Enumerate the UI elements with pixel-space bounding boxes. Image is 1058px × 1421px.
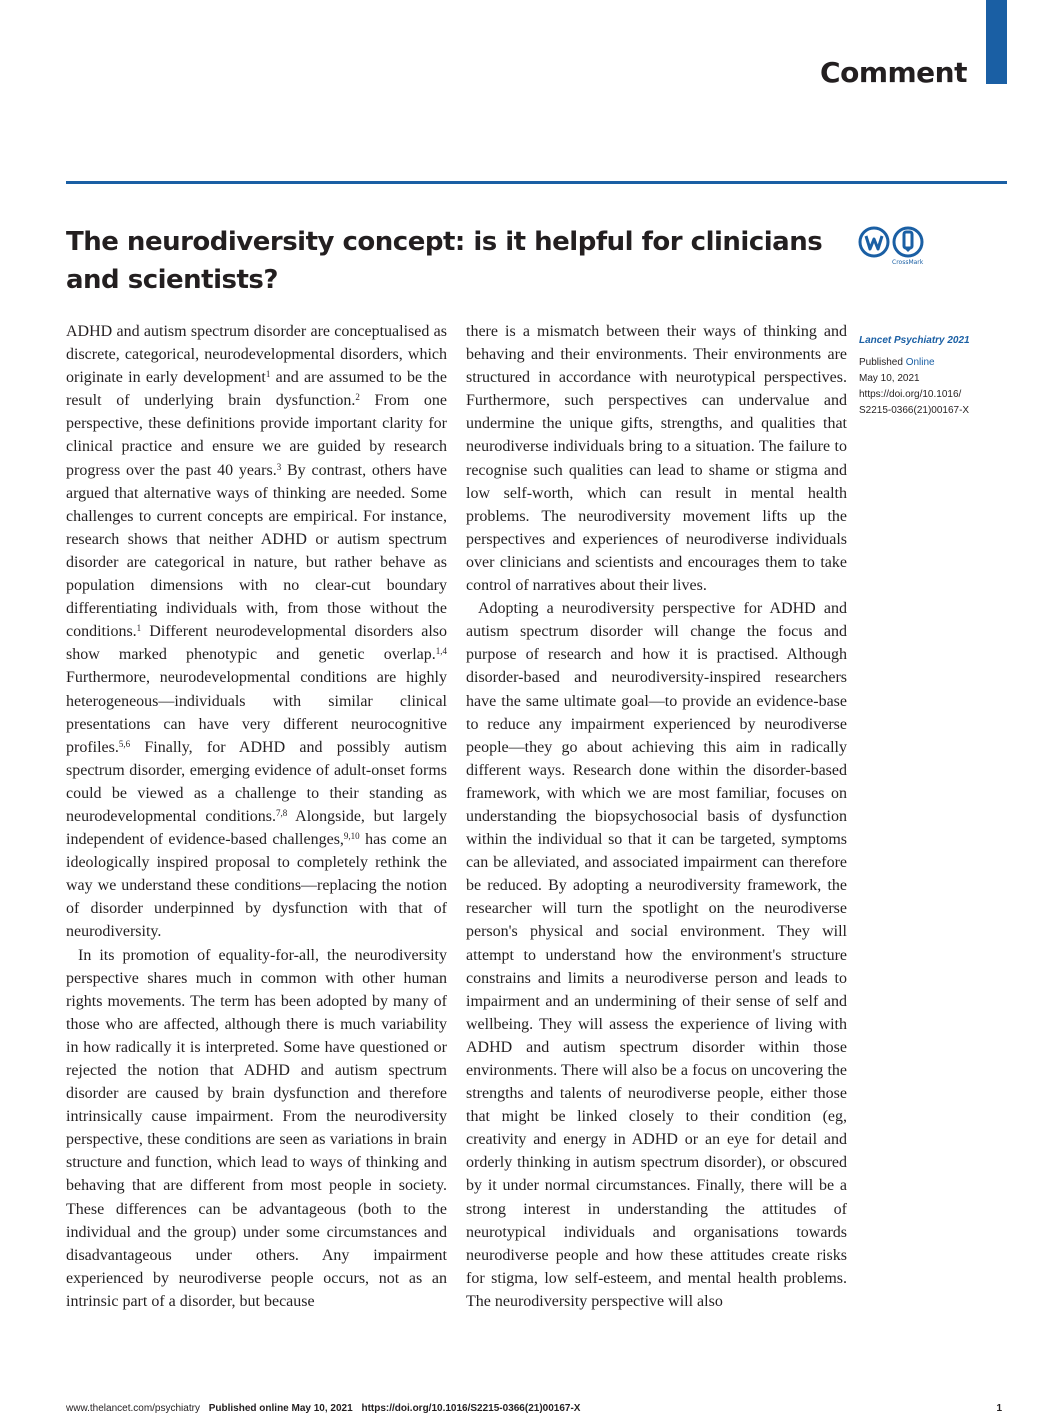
citation-ref[interactable]: 2 (355, 392, 360, 403)
publication-sidebar (859, 333, 989, 419)
citation-ref[interactable]: 1 (265, 369, 271, 380)
published-label: Published (859, 357, 903, 368)
article-badges (858, 226, 968, 270)
body-column-1 (66, 320, 447, 1313)
citation-ref[interactable]: 9,10 (343, 831, 360, 842)
doi-link-line2[interactable]: S2215-0366(21)00167-X (859, 405, 970, 416)
page-number: 1 (996, 1403, 1002, 1414)
page-footer (66, 1403, 586, 1414)
footer-site-link[interactable]: www.thelancet.com/psychiatry (66, 1403, 200, 1414)
citation-ref[interactable]: 7,8 (276, 807, 288, 818)
online-label: Online (905, 357, 935, 368)
open-access-badge-icon[interactable] (858, 226, 890, 258)
section-color-tab (986, 0, 1007, 84)
paragraph: Adopting a neurodiversity perspective for ADHD and autism spectrum disorder will change the focus and purpose of research and how it is practised. Although disorder-based and neurodiversity-inspired researchers have the same ultimate goal—to provide an evidence-base to reduce any impairment experienced by neurodiverse people—they go about achieving this aim in radically different ways. Research done within the disorder-based framework, with which we are most familiar, focuses on understanding the biopsychosocial basis of dysfunction within the individual so that it can be targeted, symptoms can be alleviated, and associated impairment can therefore be reduced. By adopting a neurodiversity framework, the researcher will turn the spotlight on the neurodiverse person's physical and social environment. They will attempt to understand how the environment's structure constrains and limits a neurodiverse person and leads to impairment and an undermining of their sense of self and wellbeing. They will assess the experience of living with ADHD and autism spectrum disorder within those environments. There will also be a focus on uncovering the strengths and talents of neurodiverse people, either those that might be linked closely to their condition (eg, creativity and energy in ADHD or an eye for detail and orderly thinking in autism spectrum disorder), or obscured by it under normal circumstances. Finally, there will be a strong interest in understanding the attitudes of neurotypical individuals and organisations towards neurodiverse people and how these attitudes create risks for stigma, low self-esteem, and mental health problems. The neurodiversity perspective will also (466, 600, 847, 1310)
paragraph: ADHD and autism spectrum disorder are conceptualised as discrete, categorical, neurodevelopmental disorders, which originate in early development$^1$ and are assumed to be the result of underlying brain dysfunction.$^2$ From one perspective, these definitions provide important clarity for clinical practice and ensure we are guided by research progress over the past 40 years.$^3$ By contrast, others have argued that alternative ways of thinking are needed. Some challenges to current concepts are empirical. For instance, research shows that neither ADHD or autism spectrum disorder are categorical in nature, but rather behave as population dimensions with no clear-cut boundary differentiating individuals with, from those without the conditions.$^1$ Different neurodevelopmental disorders also show marked phenotypic and genetic overlap.$^{1,4}$ Furthermore, neurodevelopmental conditions are highly heterogeneous—individuals with similar clinical presentations can have very different neurocognitive profiles.$^{5,6}$ Finally, for ADHD and possibly autism spectrum disorder, emerging evidence of adult-onset forms could be viewed as a challenge to their standing as neurodevelopmental conditions.$^{7,8}$ Alongside, but largely independent of evidence-based challenges,$^{9,10}$ has come an ideologically inspired proposal to completely rethink the way we understand these conditions—replacing the notion of disorder underpinned by dysfunction with that of neurodiversity. (66, 323, 448, 941)
body-column-2 (466, 320, 847, 1313)
citation-ref[interactable]: 3 (276, 461, 282, 472)
crossmark-icon[interactable] (892, 226, 924, 258)
citation-ref[interactable]: 1,4 (435, 646, 447, 657)
doi-link-line1[interactable]: https://doi.org/10.1016/ (859, 389, 962, 400)
footer-doi[interactable]: https://doi.org/10.1016/S2215-0366(21)00167-X (361, 1403, 581, 1414)
citation-ref[interactable]: 1 (136, 623, 142, 634)
header-rule (66, 181, 1007, 184)
paragraph: there is a mismatch between their ways of thinking and behaving and their environments. Their environments are structured in accordance with neurotypical perspectives. Furthermore, such perspectives can undervalue and undermine the unique gifts, strengths, and qualities that neurodiverse individuals bring to a situation. The failure to recognise such qualities can lead to shame or stigma and low self-worth, which can result in mental health problems. The neurodiversity movement lifts up the perspectives and experiences of neurodiverse individuals over clinicians and scientists and encourages them to take control of narratives about their lives. (466, 323, 847, 595)
publication-date: May 10, 2021 (859, 373, 920, 384)
paragraph: In its promotion of equality-for-all, the neurodiversity perspective shares much in common with other human rights movements. The term has been adopted by many of those who are affected, although there is much variability in how radically it is interpreted. Some have questioned or rejected the notion that ADHD and autism spectrum disorder are caused by brain dysfunction and therefore intrinsically cause impairment. From the neurodiversity perspective, these conditions are seen as variations in brain structure and function, which lead to ways of thinking and behaving that are different from most people in society. These differences can be advantageous (both to the individual and the group) under some circumstances and disadvantageous under others. Any impairment experienced by neurodiverse people occurs, not as an intrinsic part of a disorder, but because (66, 946, 447, 1310)
section-label: Comment (820, 56, 967, 89)
journal-citation[interactable]: Lancet Psychiatry 2021 (859, 335, 970, 346)
crossmark-label: CrossMark (892, 259, 924, 266)
article-title: The neurodiversity concept: is it helpful for clinicians and scientists? (66, 227, 823, 295)
citation-ref[interactable]: 5,6 (118, 738, 131, 749)
footer-published: Published online May 10, 2021 (208, 1403, 353, 1414)
published-online (859, 355, 989, 371)
